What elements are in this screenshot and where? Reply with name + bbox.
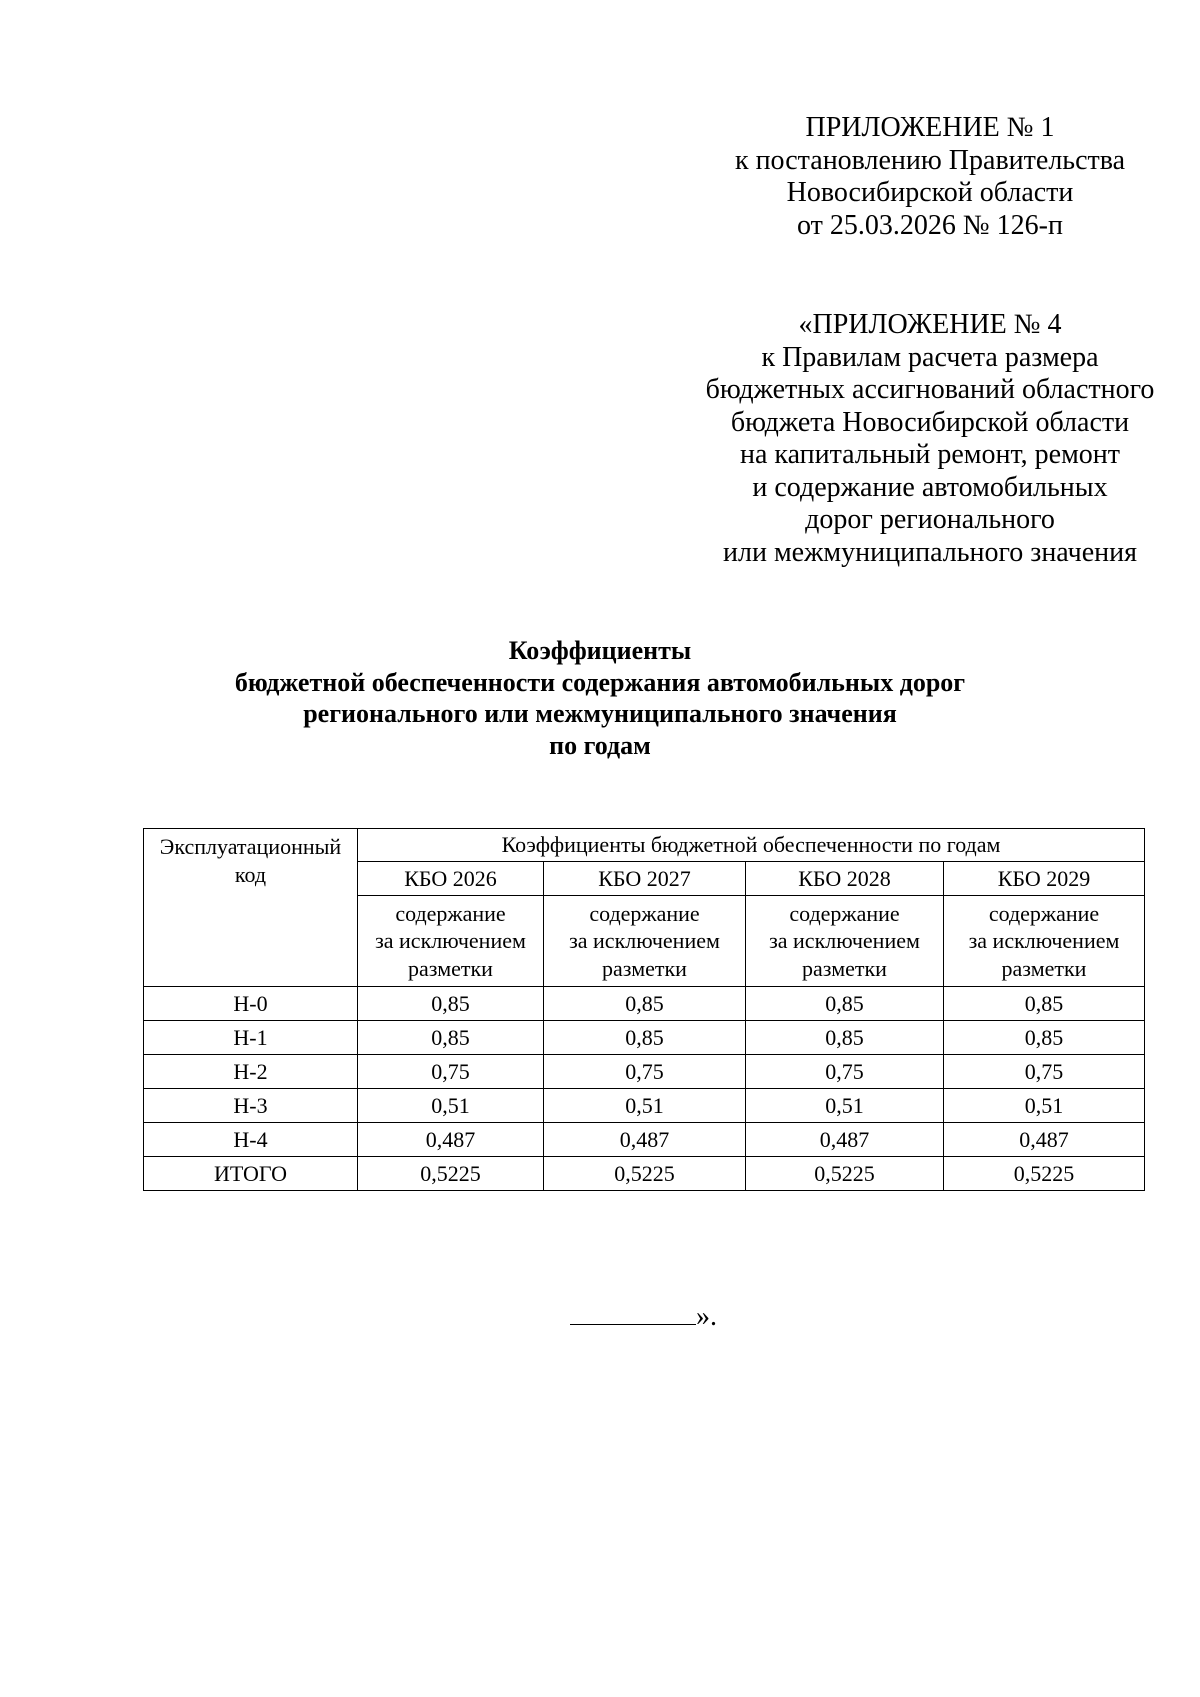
appendix-1-line: от 25.03.2026 № 126-п [797, 209, 1063, 241]
year-header: КБО 2027 [544, 862, 746, 896]
row-code: ИТОГО [144, 1157, 358, 1191]
appendix-1-header [700, 112, 1160, 242]
row-value: 0,5225 [358, 1157, 544, 1191]
row-code: Н-4 [144, 1123, 358, 1157]
title-line: Коэффициенты [508, 636, 692, 665]
subheader-line: за исключением [769, 928, 920, 954]
appendix-1-line: к постановлению Правительства [734, 144, 1126, 176]
subheader-line: за исключением [569, 928, 720, 954]
subheader-line: разметки [408, 955, 493, 981]
table-row [144, 987, 1145, 1021]
row-value: 0,85 [944, 1021, 1145, 1055]
appendix-4-line: и содержание автомобильных [752, 471, 1108, 503]
row-value: 0,75 [358, 1055, 544, 1089]
table-row [144, 1089, 1145, 1123]
operational-code-header [144, 829, 358, 987]
title-line: бюджетной обеспеченности содержания автомобильных дорог [234, 667, 966, 697]
row-value: 0,85 [746, 1021, 944, 1055]
maintenance-subheader [544, 896, 746, 987]
subheader-line: разметки [602, 955, 687, 981]
appendix-4-line: дорог регионального [805, 504, 1055, 535]
table-row-total [144, 1157, 1145, 1191]
document-title [100, 635, 1100, 761]
row-value: 0,51 [944, 1089, 1145, 1123]
appendix-4-line: на капитальный ремонт, ремонт [739, 439, 1121, 470]
appendix-4-line: бюджета Новосибирской области [730, 406, 1130, 438]
row-value: 0,85 [944, 987, 1145, 1021]
row-value: 0,51 [358, 1089, 544, 1123]
row-value: 0,5225 [746, 1157, 944, 1191]
row-value: 0,85 [746, 987, 944, 1021]
maintenance-subheader [746, 896, 944, 987]
row-value: 0,5225 [944, 1157, 1145, 1191]
row-value: 0,75 [746, 1055, 944, 1089]
year-header: КБО 2029 [944, 862, 1145, 896]
table-row [144, 1021, 1145, 1055]
row-value: 0,5225 [544, 1157, 746, 1191]
appendix-4-header [670, 309, 1190, 569]
row-value: 0,487 [358, 1123, 544, 1157]
maintenance-subheader [944, 896, 1145, 987]
subheader-line: разметки [1001, 955, 1087, 981]
closing-mark [570, 1298, 717, 1333]
row-value: 0,85 [358, 987, 544, 1021]
row-value: 0,85 [544, 1021, 746, 1055]
appendix-1-line: Новосибирской области [786, 177, 1074, 208]
row-value: 0,85 [544, 987, 746, 1021]
code-header-line: Эксплуатационный [159, 834, 342, 859]
row-code: Н-3 [144, 1089, 358, 1123]
subheader-line: содержание [789, 900, 900, 926]
appendix-4-line: к Правилам расчета размера [761, 341, 1099, 373]
row-value: 0,75 [544, 1055, 746, 1089]
appendix-4-line: бюджетных ассигнований областного [705, 374, 1155, 405]
coefficients-group-header: Коэффициенты бюджетной обеспеченности по годам [358, 829, 1145, 862]
coefficients-table [143, 828, 1145, 1191]
row-value: 0,85 [358, 1021, 544, 1055]
code-header-line: код [234, 862, 267, 887]
row-value: 0,487 [746, 1123, 944, 1157]
row-code: Н-1 [144, 1021, 358, 1055]
row-value: 0,51 [544, 1089, 746, 1123]
year-header: КБО 2026 [358, 862, 544, 896]
row-value: 0,487 [544, 1123, 746, 1157]
table-row [144, 1123, 1145, 1157]
closing-quote: ». [696, 1301, 717, 1332]
row-value: 0,487 [944, 1123, 1145, 1157]
row-code: Н-2 [144, 1055, 358, 1089]
subheader-line: за исключением [375, 928, 526, 954]
title-line: регионального или межмуниципального значения [303, 699, 897, 728]
appendix-1-line: ПРИЛОЖЕНИЕ № 1 [805, 112, 1055, 143]
subheader-line: содержание [395, 900, 506, 926]
row-value: 0,51 [746, 1089, 944, 1123]
subheader-line: содержание [589, 900, 700, 926]
maintenance-subheader [358, 896, 544, 987]
appendix-4-line: или межмуниципального значения [723, 536, 1137, 568]
signature-blank-line [570, 1298, 696, 1325]
subheader-line: за исключением [968, 928, 1120, 954]
year-header: КБО 2028 [746, 862, 944, 896]
row-value: 0,75 [944, 1055, 1145, 1089]
subheader-line: содержание [988, 900, 1100, 926]
subheader-line: разметки [802, 955, 887, 981]
title-line: по годам [549, 730, 651, 760]
row-code: Н-0 [144, 987, 358, 1021]
appendix-4-line: «ПРИЛОЖЕНИЕ № 4 [798, 309, 1062, 340]
table-row [144, 1055, 1145, 1089]
